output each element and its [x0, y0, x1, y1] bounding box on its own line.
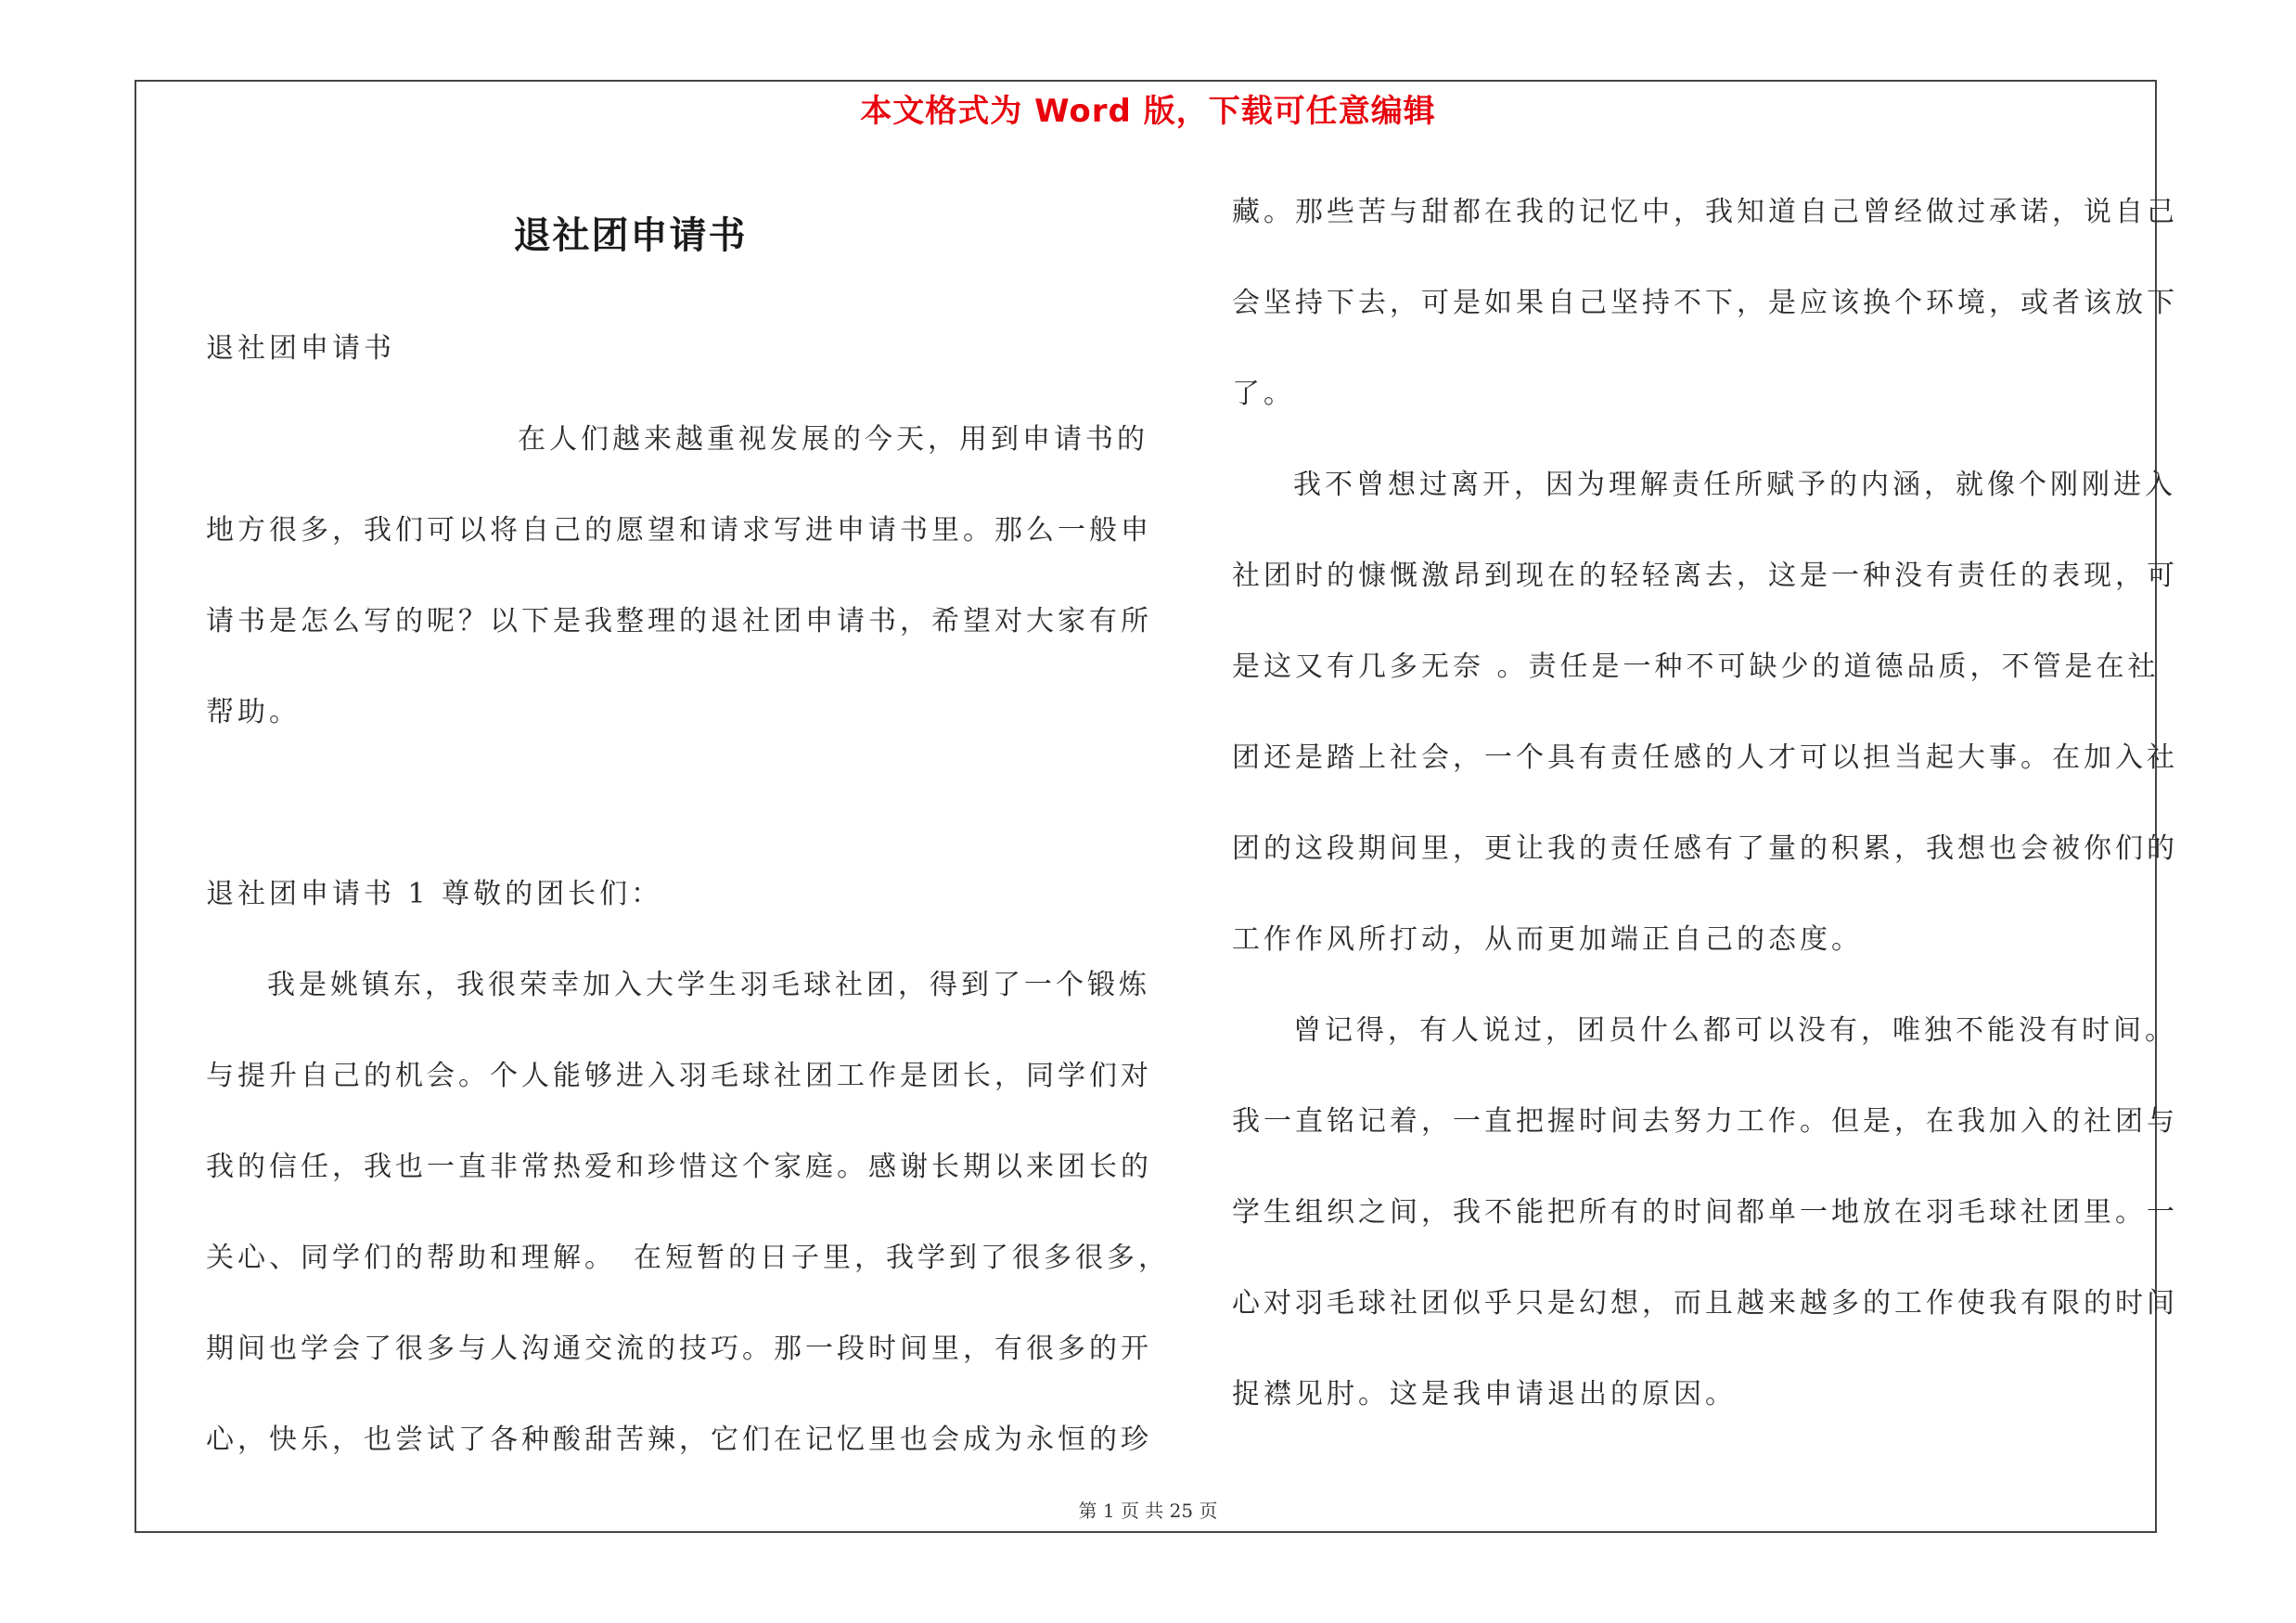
text-line: 工作作风所打动，从而更加端正自己的态度。 [1232, 923, 1863, 956]
text-line: 我不曾想过离开，因为理解责任所赋予的内涵，就像个刚刚进入 [1293, 469, 2176, 501]
text-line: 团还是踏上社会，一个具有责任感的人才可以担当起大事。在加入社 [1232, 741, 2178, 774]
text-line: 退社团申请书 1 尊敬的团长们： [206, 878, 663, 910]
text-line: 会坚持下去，可是如果自己坚持不下，是应该换个环境，或者该放下 [1232, 287, 2178, 319]
watermark-banner: 本文格式为 Word 版，下载可任意编辑 [860, 93, 1436, 130]
text-line: 在人们越来越重视发展的今天，用到申请书的 [518, 423, 1148, 456]
text-line: 是这又有几多无奈 。责任是一种不可缺少的道德品质，不管是在社 [1232, 650, 2160, 683]
page-number-footer: 第 1 页 共 25 页 [1078, 1500, 1218, 1522]
text-line: 我的信任，我也一直非常热爱和珍惜这个家庭。感谢长期以来团长的 [206, 1151, 1152, 1183]
text-line: 地方很多，我们可以将自己的愿望和请求写进申请书里。那么一般申 [206, 514, 1152, 547]
text-line: 社团时的慷慨激昂到现在的轻轻离去，这是一种没有责任的表现，可 [1232, 560, 2178, 592]
document-title: 退社团申请书 [513, 214, 748, 257]
text-line: 心对羽毛球社团似乎只是幻想，而且越来越多的工作使我有限的时间 [1232, 1287, 2178, 1320]
text-line: 曾记得，有人说过，团员什么都可以没有，唯独不能没有时间。 [1293, 1014, 2176, 1047]
text-line: 期间也学会了很多与人沟通交流的技巧。那一段时间里，有很多的开 [206, 1333, 1152, 1365]
text-line: 捉襟见肘。这是我申请退出的原因。 [1232, 1378, 1737, 1410]
text-line: 与提升自己的机会。个人能够进入羽毛球社团工作是团长，同学们对 [206, 1060, 1152, 1092]
text-line: 关心、同学们的帮助和理解。 在短暂的日子里，我学到了很多很多， [206, 1242, 1170, 1274]
text-line: 了。 [1232, 378, 1295, 410]
text-line: 团的这段期间里，更让我的责任感有了量的积累，我想也会被你们的 [1232, 832, 2178, 865]
text-line: 我一直铭记着，一直把握时间去努力工作。但是，在我加入的社团与 [1232, 1105, 2178, 1138]
text-line: 请书是怎么写的呢？以下是我整理的退社团申请书，希望对大家有所 [206, 605, 1152, 638]
text-line: 帮助。 [206, 696, 301, 728]
text-line: 藏。那些苦与甜都在我的记忆中，我知道自己曾经做过承诺，说自己 [1232, 196, 2178, 228]
text-line: 学生组织之间，我不能把所有的时间都单一地放在羽毛球社团里。一 [1232, 1196, 2178, 1229]
text-line: 心，快乐，也尝试了各种酸甜苦辣，它们在记忆里也会成为永恒的珍 [206, 1423, 1152, 1456]
text-line: 我是姚镇东，我很荣幸加入大学生羽毛球社团，得到了一个锻炼 [267, 969, 1150, 1001]
text-line: 退社团申请书 [206, 332, 395, 365]
